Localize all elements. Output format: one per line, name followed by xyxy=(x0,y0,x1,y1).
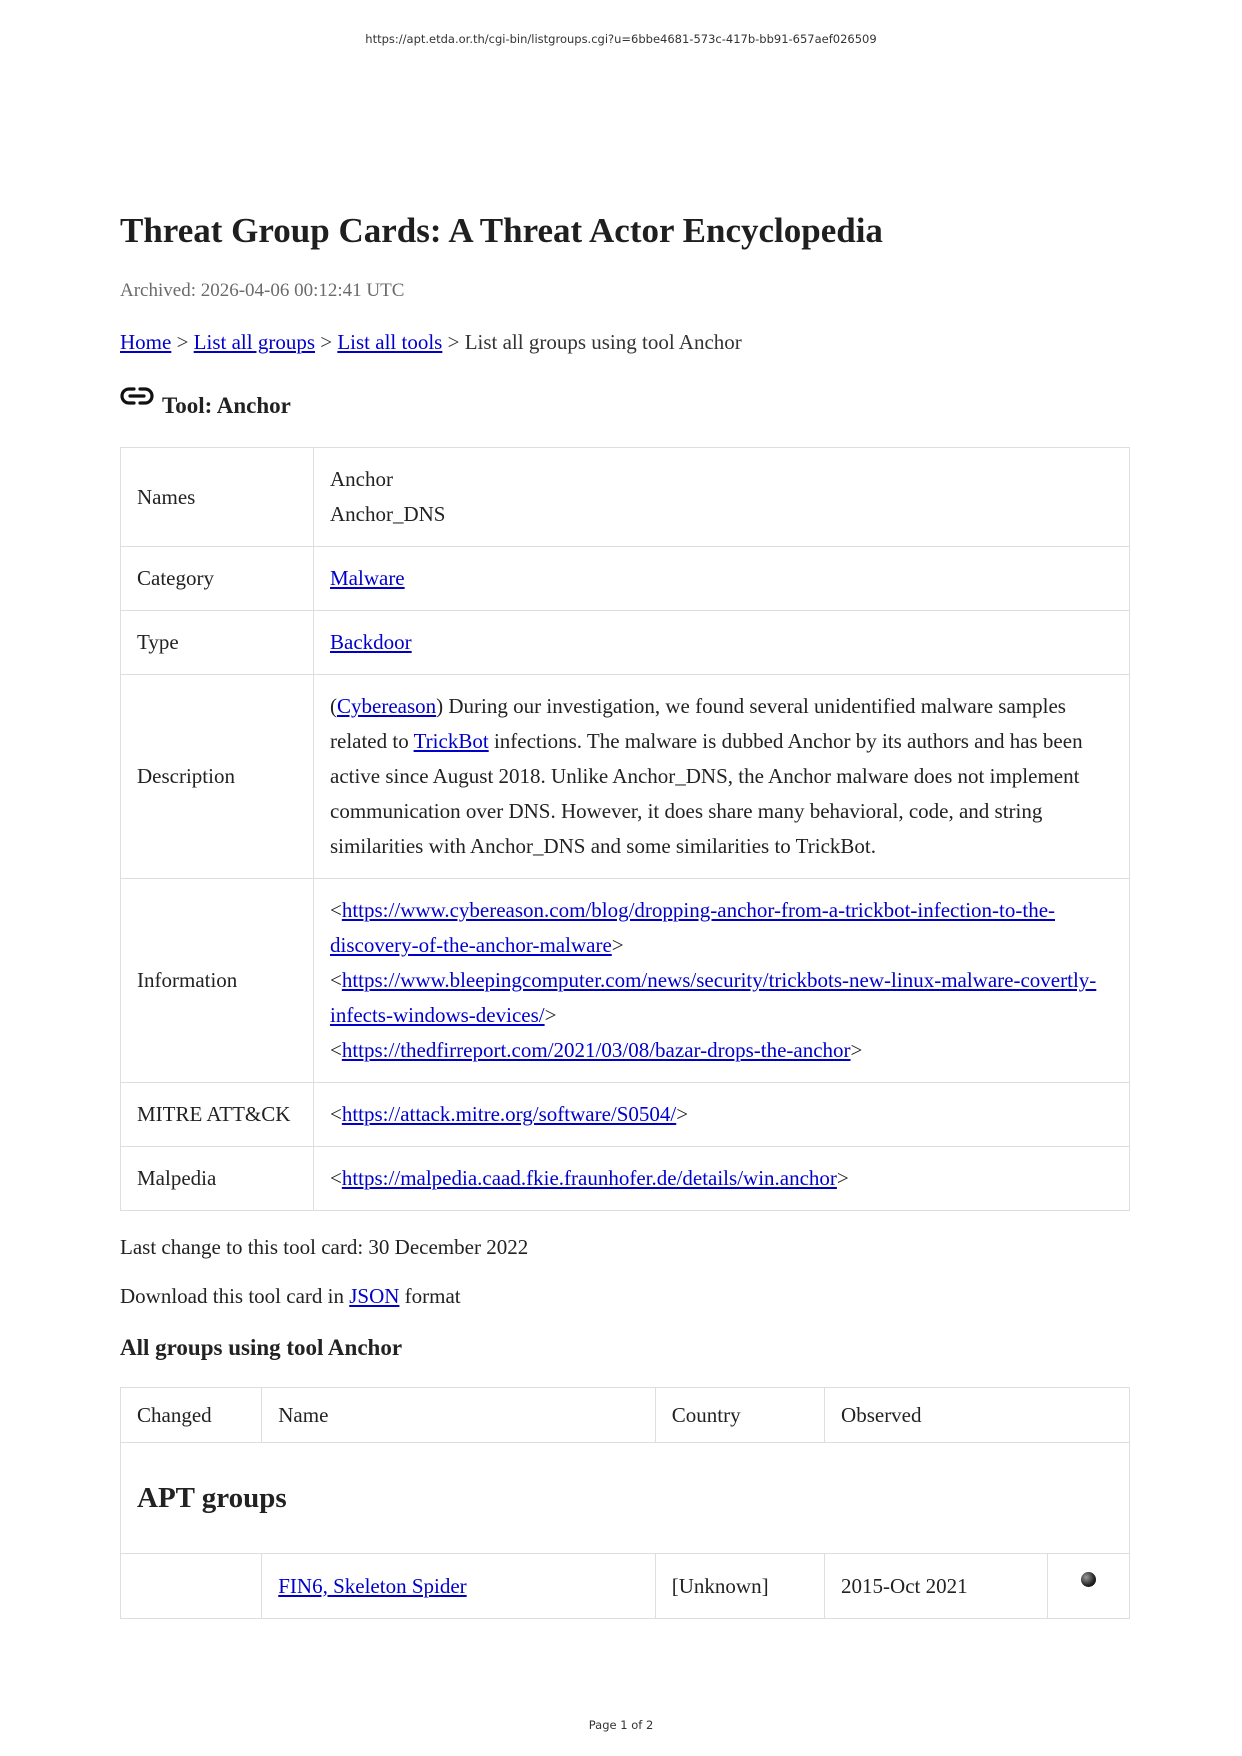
mitre-link[interactable]: https://attack.mitre.org/software/S0504/ xyxy=(341,1102,677,1126)
download-line xyxy=(120,1284,1130,1309)
link-icon xyxy=(120,385,162,419)
breadcrumb-home-link[interactable]: Home xyxy=(120,330,172,354)
angle-close: > xyxy=(836,1166,849,1190)
category-link[interactable]: Malware xyxy=(330,566,405,590)
angle-open: < xyxy=(330,1166,342,1190)
angle-open: < xyxy=(330,1102,342,1126)
angle-close: > xyxy=(676,1102,689,1126)
paren-text: ( xyxy=(330,694,337,718)
card-row-malpedia xyxy=(121,1147,1130,1211)
information-link[interactable]: https://www.cybereason.com/blog/dropping-anchor-from-a-trickbot-infection-to-the-discovery-of-the-anchor-malware xyxy=(330,898,1056,957)
angle-close: > xyxy=(611,933,624,957)
description-label: Description xyxy=(121,675,314,879)
groups-heading: All groups using tool Anchor xyxy=(120,1335,403,1360)
names-value xyxy=(314,448,1130,547)
angle-open: < xyxy=(330,1038,342,1062)
archived-timestamp: Archived: 2026-04-06 00:12:41 UTC xyxy=(120,280,405,301)
card-row-type xyxy=(121,611,1130,675)
name-item: Anchor xyxy=(330,467,393,491)
groups-header-row xyxy=(121,1388,1130,1443)
information-link[interactable]: https://thedfirreport.com/2021/03/08/bazar-drops-the-anchor xyxy=(341,1038,851,1062)
breadcrumb-separator: > xyxy=(442,330,465,354)
last-change-text: Last change to this tool card: 30 December 2022 xyxy=(120,1235,529,1259)
json-download-link[interactable]: JSON xyxy=(349,1284,400,1308)
card-row-description xyxy=(121,675,1130,879)
information-item xyxy=(330,893,1113,963)
category-label: Category xyxy=(121,547,314,611)
angle-open: < xyxy=(330,898,342,922)
breadcrumb-list-groups-link[interactable]: List all groups xyxy=(193,330,315,354)
breadcrumb xyxy=(120,330,1130,355)
angle-close: > xyxy=(850,1038,863,1062)
page-url-header: https://apt.etda.or.th/cgi-bin/listgroups.cgi?u=6bbe4681-573c-417b-bb91-657aef026509 xyxy=(365,32,877,46)
information-item xyxy=(330,1033,1113,1068)
observed-cell: 2015-Oct 2021 xyxy=(825,1554,1048,1619)
card-row-information xyxy=(121,879,1130,1083)
type-label: Type xyxy=(121,611,314,675)
card-row-category xyxy=(121,547,1130,611)
card-row-mitre xyxy=(121,1083,1130,1147)
names-label: Names xyxy=(121,448,314,547)
groups-table xyxy=(120,1387,1130,1619)
tool-heading-text: Tool: Anchor xyxy=(162,393,291,418)
country-cell: [Unknown] xyxy=(655,1554,824,1619)
description-value xyxy=(314,675,1130,879)
mitre-label: MITRE ATT&CK xyxy=(121,1083,314,1147)
description-text: ) During our investigation, we found several unidentified malware samples related to xyxy=(330,694,1066,753)
type-link[interactable]: Backdoor xyxy=(330,630,412,654)
angle-close: > xyxy=(544,1003,557,1027)
group-name-link[interactable]: FIN6, Skeleton Spider xyxy=(278,1573,467,1598)
page-title: Threat Group Cards: A Threat Actor Encyclopedia xyxy=(120,211,883,250)
page-footer: Page 1 of 2 xyxy=(588,1718,654,1732)
trickbot-link[interactable]: TrickBot xyxy=(413,729,489,753)
name-item: Anchor_DNS xyxy=(330,502,446,526)
information-link[interactable]: https://www.bleepingcomputer.com/news/security/trickbots-new-linux-malware-covertly-infects-windows-devices/ xyxy=(330,968,1097,1027)
breadcrumb-current: List all groups using tool Anchor xyxy=(464,330,742,354)
table-row xyxy=(121,1554,1130,1619)
card-row-names xyxy=(121,448,1130,547)
breadcrumb-separator: > xyxy=(315,330,338,354)
download-prefix: Download this tool card in xyxy=(120,1284,350,1308)
cybereason-link[interactable]: Cybereason xyxy=(337,694,437,718)
information-item xyxy=(330,963,1113,1033)
breadcrumb-list-tools-link[interactable]: List all tools xyxy=(337,330,443,354)
header-observed: Observed xyxy=(825,1388,1130,1443)
header-country: Country xyxy=(655,1388,824,1443)
description-text: infections. The malware is dubbed Anchor by its authors and has been active since August 2018. Unlike Anchor_DNS, the Anchor malware does not implement communication over DNS. However, it does share many behavioral, code, and string similarities with Anchor_DNS and some similarities to TrickBot. xyxy=(330,729,1083,858)
breadcrumb-separator: > xyxy=(171,330,194,354)
information-value xyxy=(314,879,1130,1083)
header-changed: Changed xyxy=(121,1388,262,1443)
angle-open: < xyxy=(330,968,342,992)
main-content xyxy=(120,210,1130,1619)
status-dot-icon xyxy=(1081,1572,1096,1587)
tool-card-table xyxy=(120,447,1130,1211)
malpedia-label: Malpedia xyxy=(121,1147,314,1211)
groups-section-row xyxy=(121,1443,1130,1554)
malpedia-link[interactable]: https://malpedia.caad.fkie.fraunhofer.de/details/win.anchor xyxy=(341,1166,837,1190)
header-name: Name xyxy=(262,1388,656,1443)
download-suffix: format xyxy=(399,1284,461,1308)
status-cell xyxy=(1048,1554,1130,1619)
information-label: Information xyxy=(121,879,314,1083)
tool-heading xyxy=(120,385,1130,419)
changed-cell xyxy=(121,1554,262,1619)
section-title: APT groups xyxy=(121,1443,1130,1554)
